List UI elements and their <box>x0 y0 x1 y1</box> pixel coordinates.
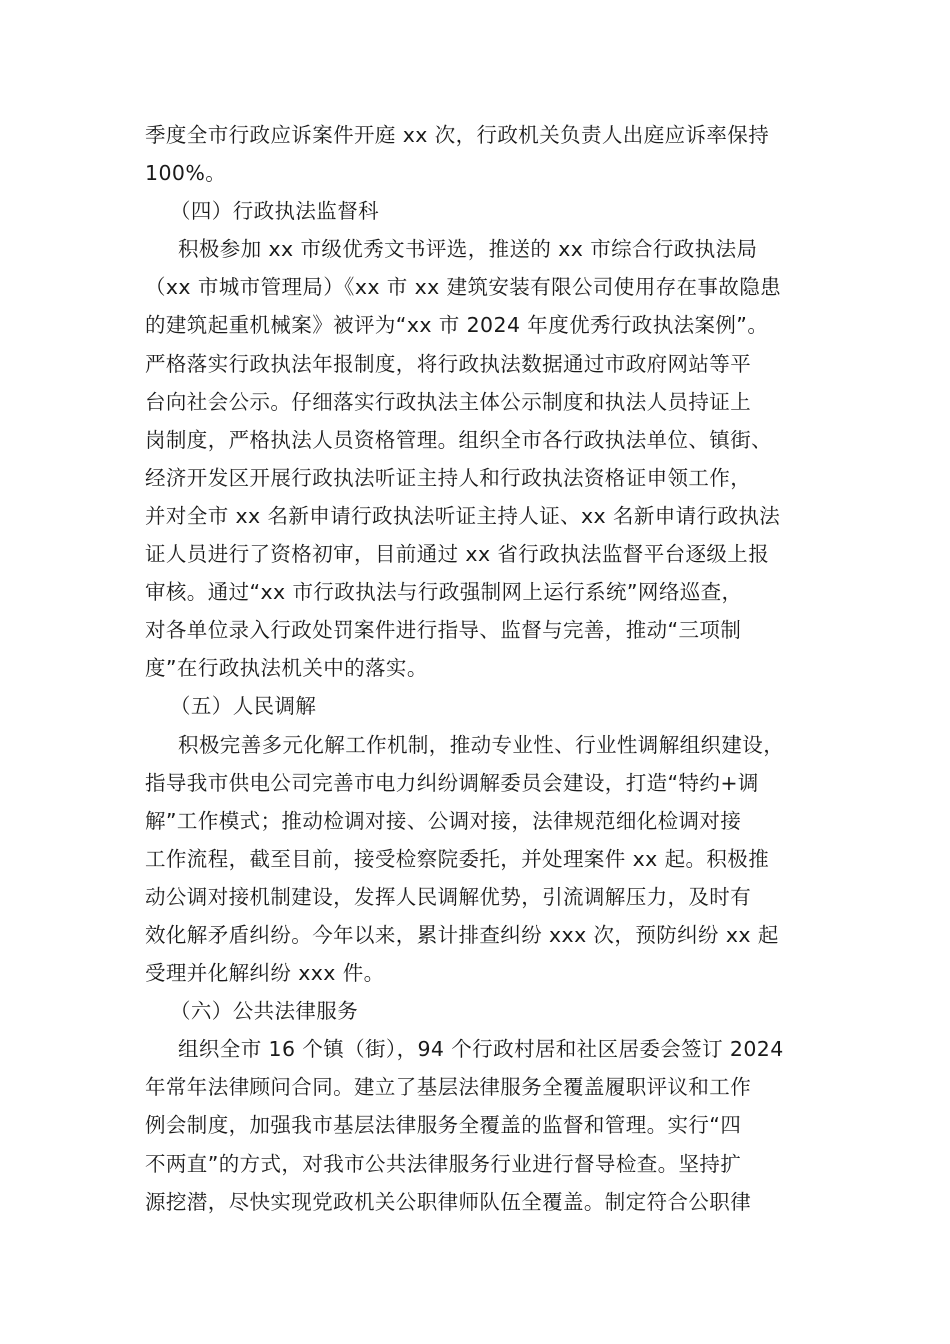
section-heading: （四）行政执法监督科 <box>170 199 379 224</box>
paragraph-first-line: 组织全市 16 个镇（街），94 个行政村居和社区居委会签订 2024 <box>178 1037 784 1062</box>
text-line: 100%。 <box>145 161 227 186</box>
text-line: 季度全市行政应诉案件开庭 xx 次，行政机关负责人出庭应诉率保持 <box>145 123 770 147</box>
text-line: 例会制度，加强我市基层法律服务全覆盖的监督和管理。实行“四 <box>145 1113 742 1138</box>
text-line: 对各单位录入行政处罚案件进行指导、监督与完善，推动“三项制 <box>145 618 742 643</box>
text-line: 解”工作模式；推动检调对接、公调对接，法律规范细化检调对接 <box>145 808 742 833</box>
text-line: （xx 市城市管理局）《xx 市 xx 建筑安装有限公司使用存在事故隐患 <box>145 275 782 300</box>
text-line: 源挖潜，尽快实现党政机关公职律师队伍全覆盖。制定符合公职律 <box>145 1189 752 1214</box>
text-line: 的建筑起重机械案》被评为“xx 市 2024 年度优秀行政执法案例”。 <box>145 313 769 338</box>
paragraph-first-line: 积极完善多元化解工作机制，推动专业性、行业性调解组织建设， <box>178 732 785 757</box>
text-line: 度”在行政执法机关中的落实。 <box>145 656 428 681</box>
text-line: 并对全市 xx 名新申请行政执法听证主持人证、xx 名新申请行政执法 <box>145 503 781 528</box>
text-line: 效化解矛盾纠纷。今年以来，累计排查纠纷 xxx 次，预防纠纷 xx 起 <box>145 922 779 947</box>
text-line: 不两直”的方式，对我市公共法律服务行业进行督导检查。坚持扩 <box>145 1151 742 1176</box>
text-line: 台向社会公示。仔细落实行政执法主体公示制度和执法人员持证上 <box>145 389 752 414</box>
document-body <box>145 116 807 1221</box>
text-line: 审核。通过“xx 市行政执法与行政强制网上运行系统”网络巡查， <box>145 580 743 605</box>
text-line: 严格落实行政执法年报制度，将行政执法数据通过市政府网站等平 <box>145 351 752 376</box>
text-line: 工作流程，截至目前，接受检察院委托，并处理案件 xx 起。积极推 <box>145 846 770 871</box>
text-line: 动公调对接机制建设，发挥人民调解优势，引流调解压力，及时有 <box>145 884 752 909</box>
text-line: 年常年法律顾问合同。建立了基层法律服务全覆盖履职评议和工作 <box>145 1075 752 1100</box>
text-line: 受理并化解纠纷 xxx 件。 <box>145 961 385 986</box>
section-heading: （五）人民调解 <box>170 694 317 719</box>
text-line: 经济开发区开展行政执法听证主持人和行政执法资格证申领工作， <box>145 465 752 490</box>
text-line: 证人员进行了资格初审，目前通过 xx 省行政执法监督平台逐级上报 <box>145 542 770 567</box>
text-line: 指导我市供电公司完善市电力纠纷调解委员会建设，打造“特约+调 <box>145 770 759 795</box>
section-heading: （六）公共法律服务 <box>170 999 359 1024</box>
paragraph-first-line: 积极参加 xx 市级优秀文书评选，推送的 xx 市综合行政执法局 <box>178 237 758 262</box>
text-line: 岗制度，严格执法人员资格管理。组织全市各行政执法单位、镇街、 <box>145 427 772 452</box>
